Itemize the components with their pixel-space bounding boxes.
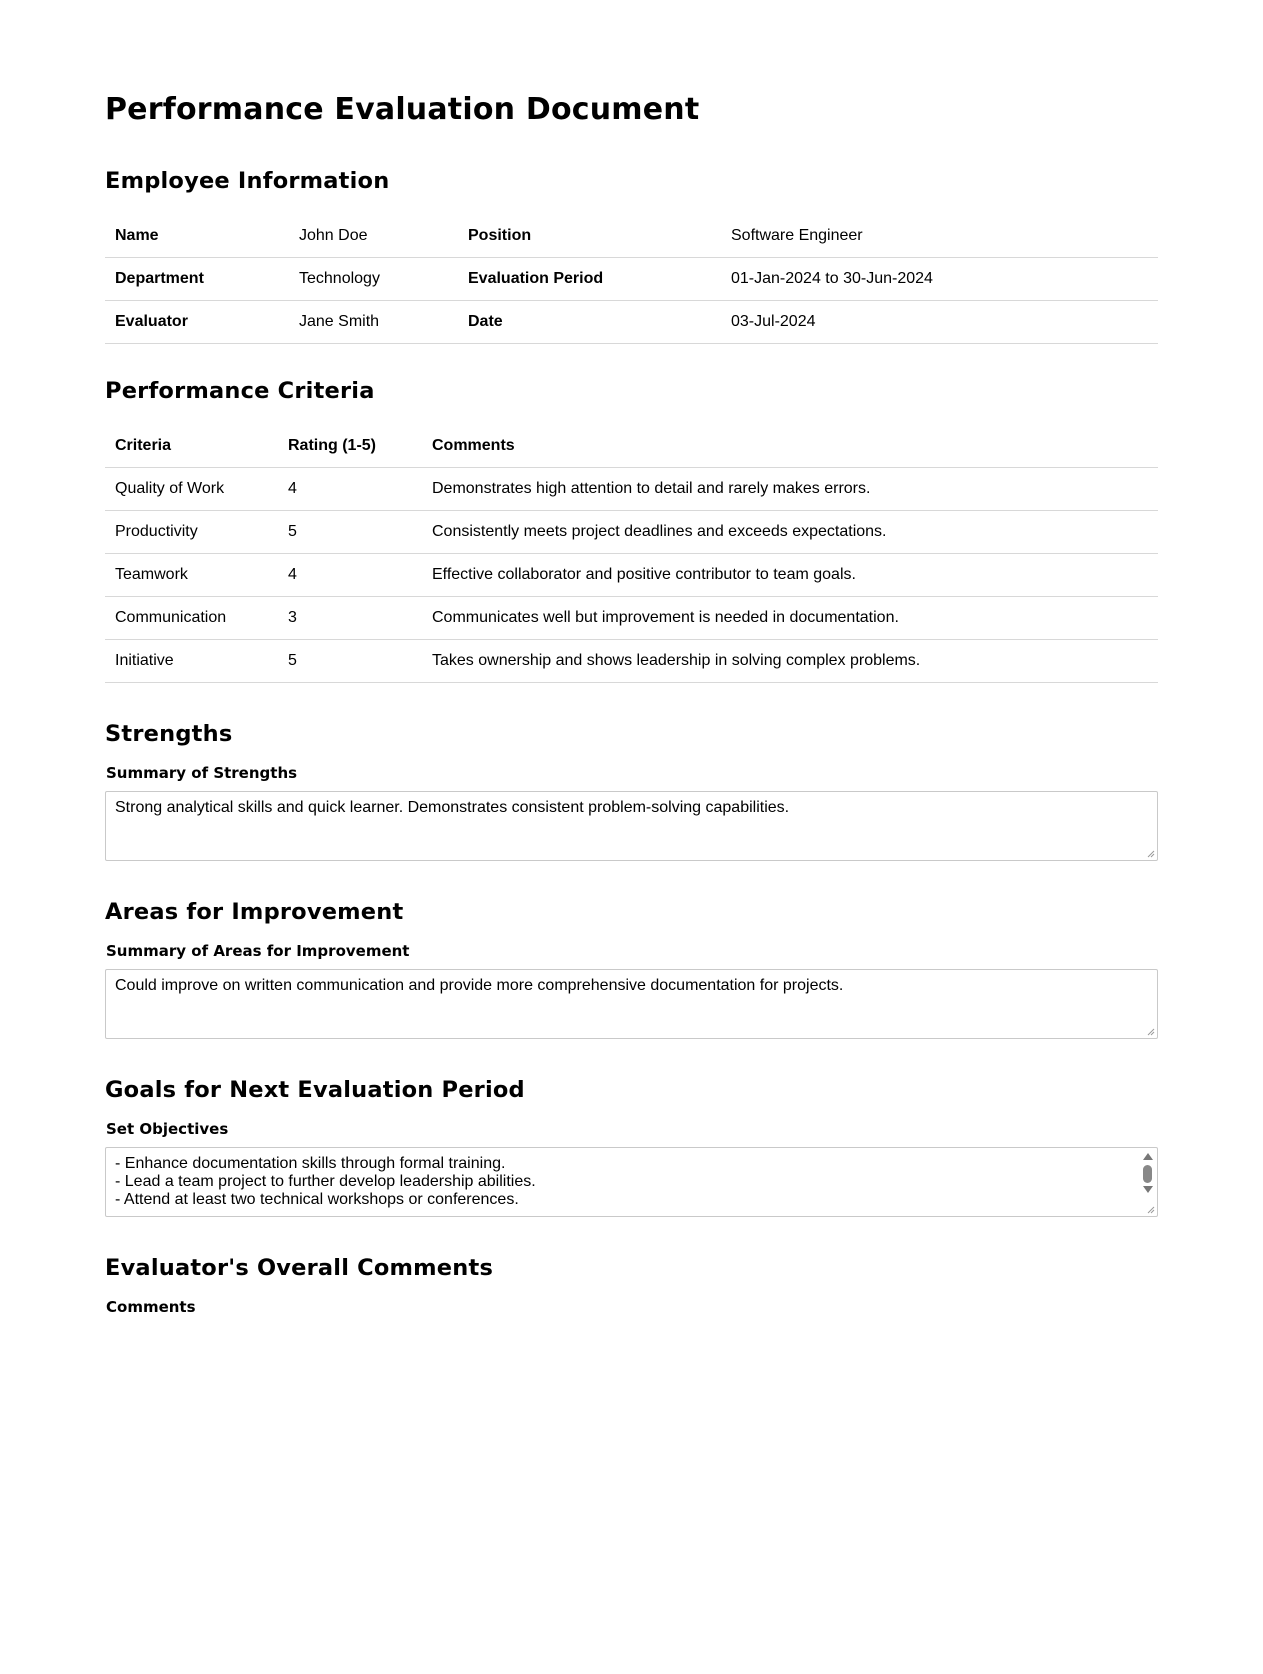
- name-label: Name: [105, 215, 289, 258]
- evaluation-period-label: Evaluation Period: [458, 258, 721, 301]
- rating-cell: 3: [278, 597, 422, 640]
- scroll-down-icon[interactable]: [1143, 1186, 1153, 1193]
- improvement-heading: Areas for Improvement: [105, 899, 404, 925]
- strengths-text: Strong analytical skills and quick learner. Demonstrates consistent problem-solving capabilities.: [115, 799, 790, 816]
- scroll-thumb[interactable]: [1143, 1165, 1152, 1183]
- scroll-up-icon[interactable]: [1143, 1153, 1153, 1160]
- objectives-label: Set Objectives: [106, 1120, 229, 1138]
- textarea-scrollbar[interactable]: [1141, 1151, 1155, 1203]
- improvement-text: Could improve on written communication and provide more comprehensive documentation for projects.: [115, 977, 844, 994]
- criteria-cell: Initiative: [105, 640, 278, 683]
- comment-cell: Takes ownership and shows leadership in solving complex problems.: [422, 640, 1158, 683]
- date-label: Date: [458, 301, 721, 344]
- comments-column-header: Comments: [422, 425, 1158, 468]
- criteria-cell: Productivity: [105, 511, 278, 554]
- table-row: [105, 258, 1158, 301]
- resize-handle-icon[interactable]: [1146, 1205, 1155, 1214]
- name-value: John Doe: [289, 215, 458, 258]
- criteria-table: [105, 425, 1158, 683]
- employee-info-table: [105, 215, 1158, 344]
- objective-line: - Lead a team project to further develop leadership abilities.: [115, 1173, 536, 1190]
- evaluator-label: Evaluator: [105, 301, 289, 344]
- employee-info-heading: Employee Information: [105, 168, 390, 194]
- table-row: [105, 640, 1158, 683]
- page-title: Performance Evaluation Document: [105, 92, 700, 127]
- overall-comments-label: Comments: [106, 1298, 196, 1316]
- position-value: Software Engineer: [721, 215, 1158, 258]
- objective-line: - Attend at least two technical workshops or conferences.: [115, 1191, 519, 1208]
- comment-cell: Communicates well but improvement is needed in documentation.: [422, 597, 1158, 640]
- table-row: [105, 215, 1158, 258]
- comment-cell: Effective collaborator and positive contributor to team goals.: [422, 554, 1158, 597]
- table-row: [105, 301, 1158, 344]
- criteria-column-header: Criteria: [105, 425, 278, 468]
- overall-comments-heading: Evaluator's Overall Comments: [105, 1255, 494, 1281]
- criteria-cell: Communication: [105, 597, 278, 640]
- department-label: Department: [105, 258, 289, 301]
- objectives-textarea[interactable]: [105, 1147, 1158, 1217]
- comment-cell: Consistently meets project deadlines and exceeds expectations.: [422, 511, 1158, 554]
- rating-cell: 5: [278, 511, 422, 554]
- criteria-cell: Teamwork: [105, 554, 278, 597]
- rating-cell: 4: [278, 554, 422, 597]
- department-value: Technology: [289, 258, 458, 301]
- criteria-cell: Quality of Work: [105, 468, 278, 511]
- goals-heading: Goals for Next Evaluation Period: [105, 1077, 525, 1103]
- evaluation-period-value: 01-Jan-2024 to 30-Jun-2024: [721, 258, 1158, 301]
- objective-line: - Enhance documentation skills through formal training.: [115, 1155, 506, 1172]
- evaluator-value: Jane Smith: [289, 301, 458, 344]
- improvement-label: Summary of Areas for Improvement: [106, 942, 410, 960]
- comment-cell: Demonstrates high attention to detail and rarely makes errors.: [422, 468, 1158, 511]
- rating-cell: 5: [278, 640, 422, 683]
- resize-handle-icon[interactable]: [1146, 1027, 1155, 1036]
- strengths-textarea[interactable]: [105, 791, 1158, 861]
- table-row: [105, 468, 1158, 511]
- strengths-label: Summary of Strengths: [106, 764, 298, 782]
- date-value: 03-Jul-2024: [721, 301, 1158, 344]
- criteria-heading: Performance Criteria: [105, 378, 375, 404]
- table-header-row: [105, 425, 1158, 468]
- rating-cell: 4: [278, 468, 422, 511]
- rating-column-header: Rating (1-5): [278, 425, 422, 468]
- position-label: Position: [458, 215, 721, 258]
- improvement-textarea[interactable]: [105, 969, 1158, 1039]
- resize-handle-icon[interactable]: [1146, 849, 1155, 858]
- strengths-heading: Strengths: [105, 721, 233, 747]
- table-row: [105, 597, 1158, 640]
- table-row: [105, 511, 1158, 554]
- table-row: [105, 554, 1158, 597]
